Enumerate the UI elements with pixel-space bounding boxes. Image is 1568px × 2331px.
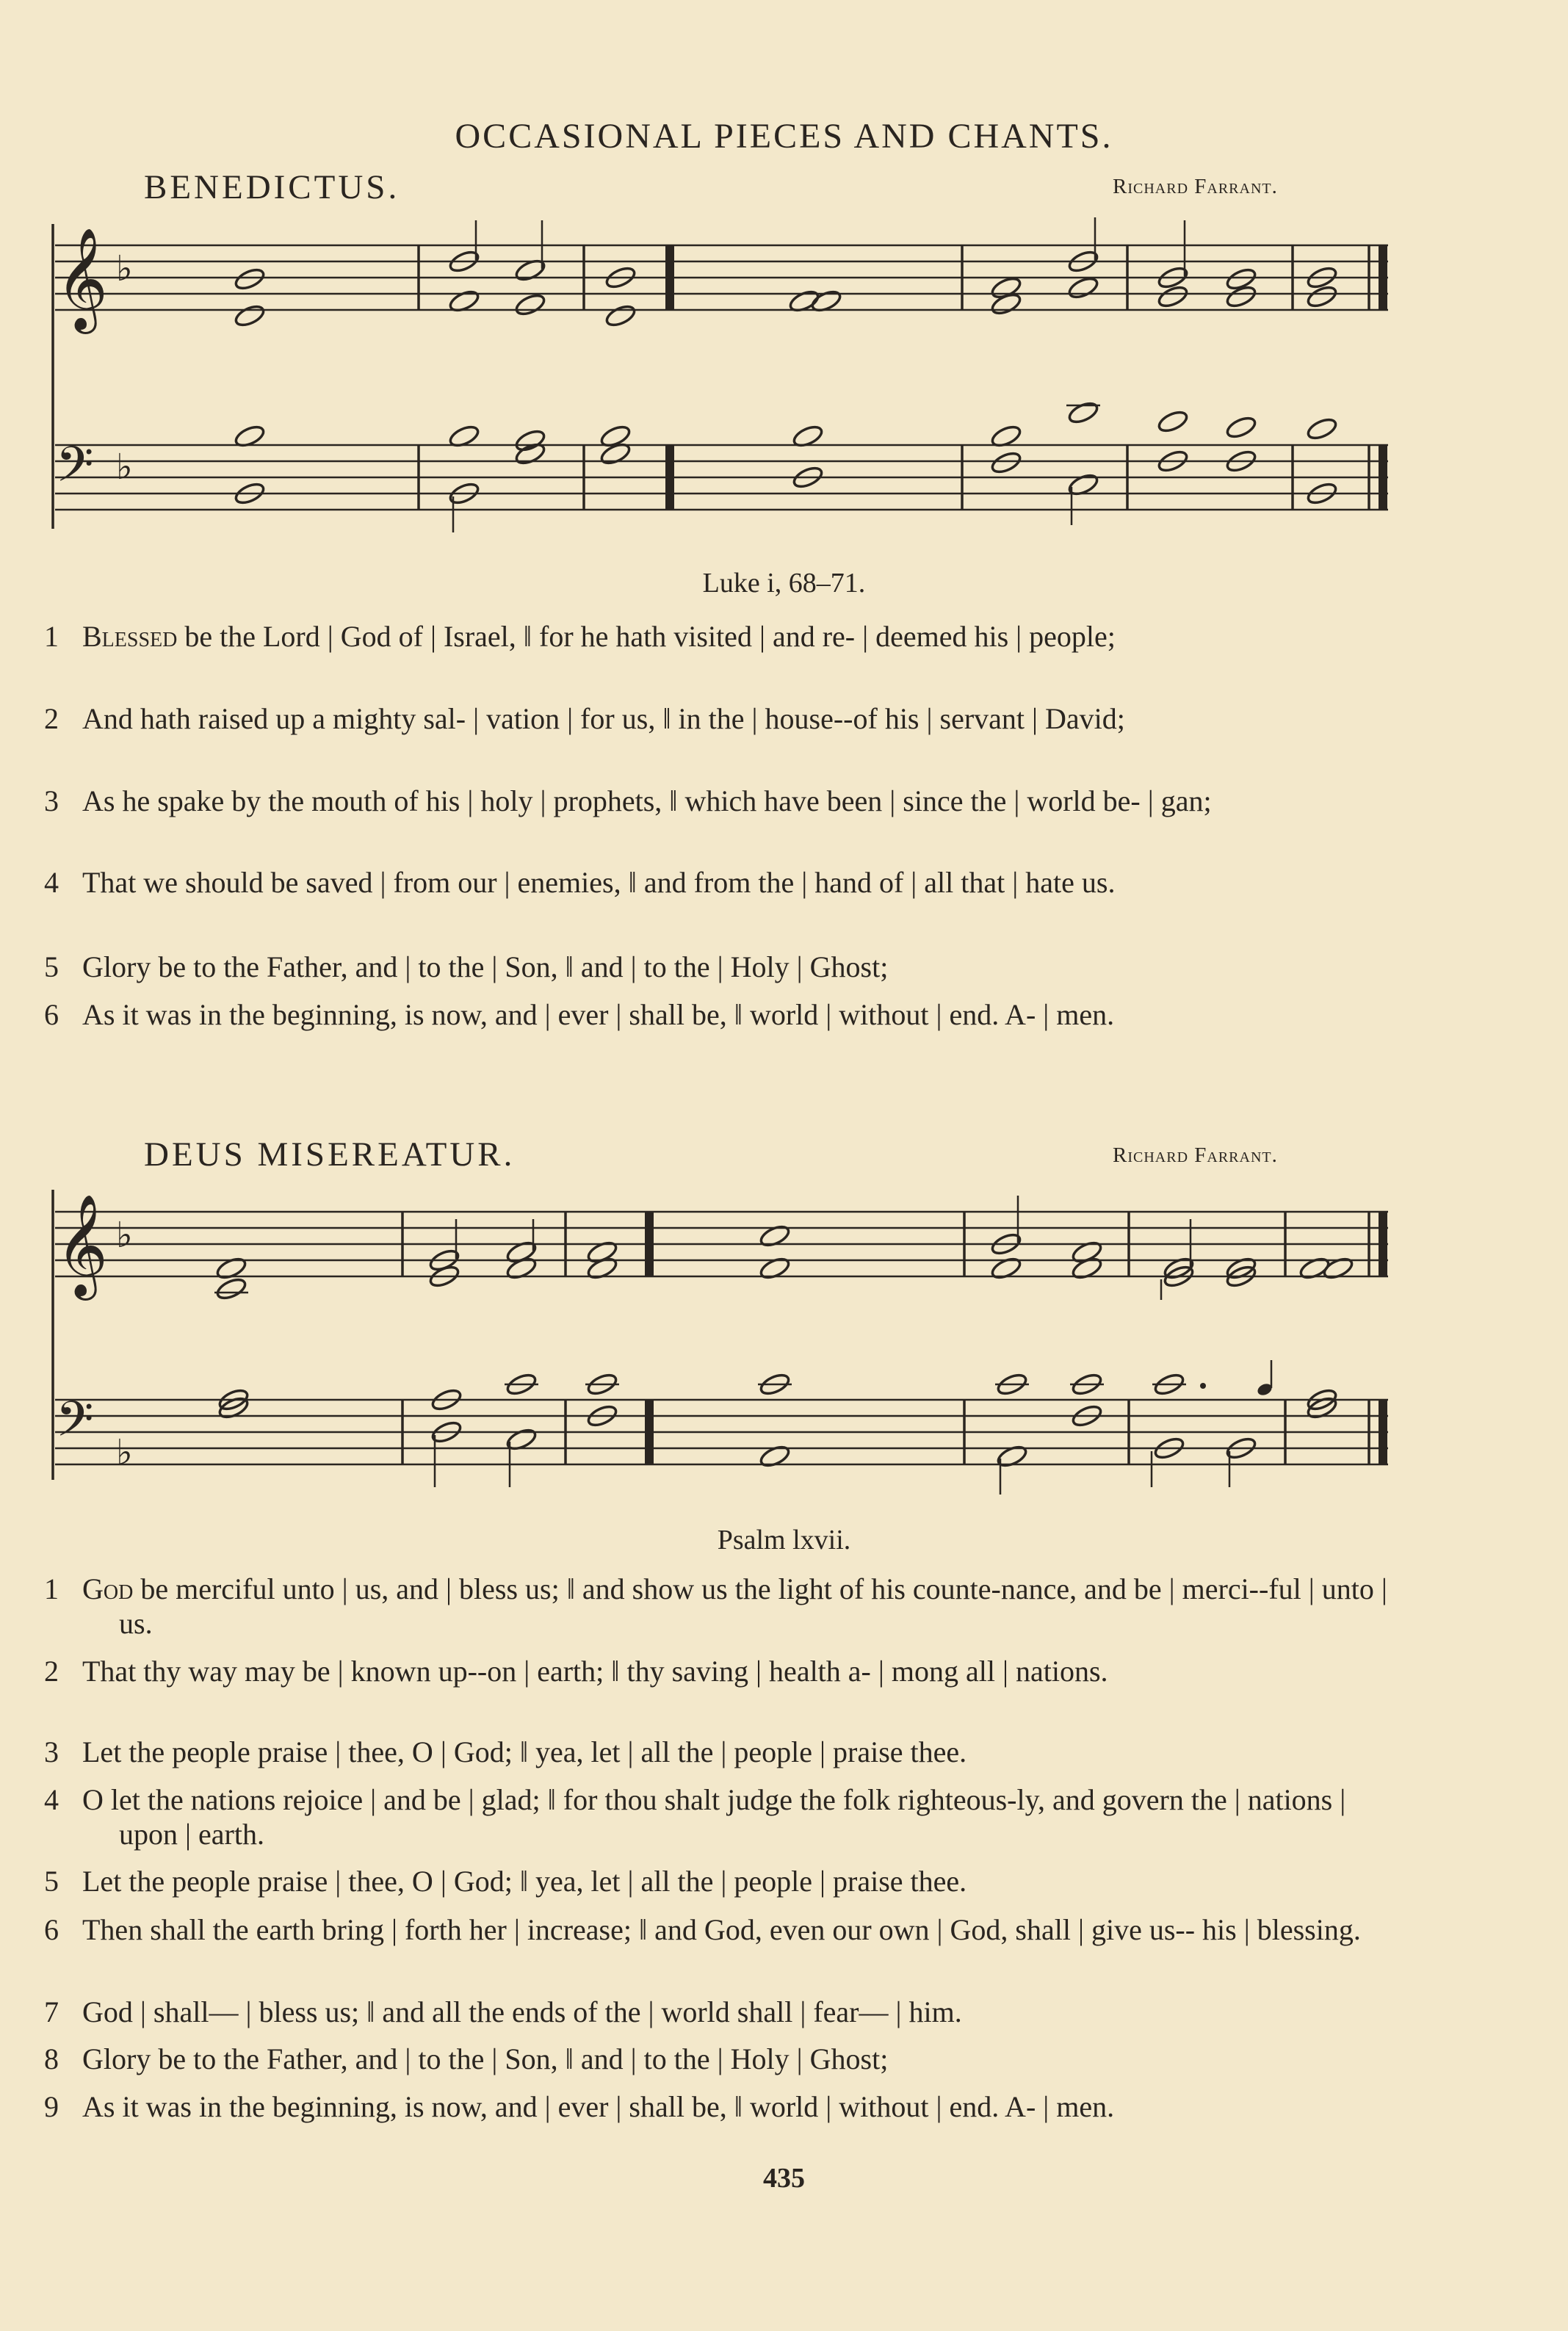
verse-text: be the Lord | God of | Israel, ‖ for he hath visited | and re- | deemed his | people;: [177, 620, 1116, 653]
scripture-source-benedictus: Luke i, 68–71.: [702, 568, 866, 599]
verse-number: 3: [44, 784, 59, 817]
verse-item: [44, 2042, 1410, 2076]
note: [990, 449, 1023, 475]
verse-number: 1: [44, 1572, 59, 1605]
verse-item: [44, 2089, 1410, 2124]
note: [215, 1276, 248, 1301]
verse-text: As it was in the beginning, is now, and | ever | shall be, ‖ world | without | end. A- | men.: [82, 2090, 1115, 2123]
verse-text: As he spake by the mouth of his | holy | prophets, ‖ which have been | since the | world be- | gan;: [82, 784, 1212, 817]
verse-item: [44, 784, 1410, 818]
verse-number: 9: [44, 2090, 59, 2123]
score-deus-misereatur: [0, 1175, 1568, 1506]
note: [1306, 416, 1339, 441]
verse-text: That we should be saved | from our | enemies, ‖ and from the | hand of | all that | hate us.: [82, 866, 1116, 899]
note: [1067, 275, 1100, 300]
bass-staff: [55, 400, 1388, 532]
verse-text: Let the people praise | thee, O | God; ‖ yea, let | all the | people | praise thee.: [82, 1865, 967, 1898]
flat-icon: ♭: [116, 447, 133, 488]
scripture-source-deus-misereatur: Psalm lxvii.: [717, 1525, 851, 1555]
verse-text: be merciful unto | us, and | bless us; ‖ and show us the light of his counte-nance, and be | merci--ful | unto | us.: [119, 1572, 1387, 1640]
flat-icon: ♭: [116, 248, 133, 289]
note: [1067, 400, 1100, 425]
note: [234, 303, 267, 328]
section-header: OCCASIONAL PIECES AND CHANTS.: [455, 117, 1113, 156]
composer-deus-misereatur: Richard Farrant.: [1113, 1143, 1278, 1167]
verse-number: 7: [44, 1995, 59, 2028]
verse-text: Glory be to the Father, and | to the | Son, ‖ and | to the | Holy | Ghost;: [82, 950, 889, 983]
note: [759, 1255, 792, 1281]
note: [759, 1443, 792, 1469]
verse-item: [44, 1864, 1410, 1898]
verse-number: 6: [44, 998, 59, 1031]
treble-clef-icon: 𝄞: [56, 228, 108, 330]
verse-number: 2: [44, 1655, 59, 1688]
verse-number: 4: [44, 866, 59, 899]
note: [604, 303, 637, 328]
verse-text: Let the people praise | thee, O | God; ‖ yea, let | all the | people | praise thee.: [82, 1735, 967, 1768]
treble-clef-icon: 𝄞: [56, 1194, 108, 1296]
verse-first-word: God: [82, 1572, 134, 1605]
composer-benedictus: Richard Farrant.: [1113, 175, 1278, 198]
verse-text: Then shall the earth bring | forth her | increase; ‖ and God, even our own | God, shall | give us-- his | blessing.: [82, 1913, 1361, 1946]
verse-item: [44, 1912, 1410, 1947]
note: [1225, 414, 1258, 440]
page-number: 435: [763, 2163, 805, 2194]
verse-item: [44, 1572, 1410, 1641]
verse-text: That thy way may be | known up--on | earth; ‖ thy saving | health a- | mong all | nations.: [82, 1655, 1108, 1688]
verse-text: And hath raised up a mighty sal- | vation | for us, ‖ in the | house--of his | servant | David;: [82, 702, 1125, 735]
note: [759, 1223, 792, 1248]
note: [215, 1255, 248, 1281]
verse-item: [44, 1735, 1410, 1769]
verse-item: [44, 1782, 1410, 1851]
verse-number: 2: [44, 702, 59, 735]
piece-title-deus-misereatur: DEUS MISEREATUR.: [144, 1135, 516, 1174]
verse-number: 5: [44, 1865, 59, 1898]
verse-first-word: Blessed: [82, 620, 178, 653]
verse-number: 1: [44, 620, 59, 653]
note: [1157, 283, 1190, 309]
verse-item: [44, 701, 1410, 736]
note: [514, 427, 547, 453]
note: [514, 292, 547, 317]
flat-icon: ♭: [116, 1432, 133, 1473]
note: [1157, 408, 1190, 434]
bass-clef-icon: 𝄢: [56, 436, 94, 505]
piece-title-benedictus: BENEDICTUS.: [144, 168, 400, 206]
verse-item: [44, 950, 1410, 984]
bass-clef-icon: 𝄢: [56, 1391, 94, 1459]
score-benedictus: [0, 206, 1568, 543]
verse-item: [44, 865, 1410, 900]
verse-item: [44, 619, 1410, 654]
note: [234, 266, 267, 292]
verse-text: Glory be to the Father, and | to the | Son, ‖ and | to the | Holy | Ghost;: [82, 2042, 889, 2075]
note: [990, 1255, 1023, 1281]
note: [1306, 283, 1339, 309]
verse-text: O let the nations rejoice | and be | glad; ‖ for thou shalt judge the folk righteous-ly, and govern the | nations | upon | earth.: [82, 1783, 1346, 1851]
flat-icon: ♭: [116, 1215, 133, 1256]
verse-text: As it was in the beginning, is now, and | ever | shall be, ‖ world | without | end. A- | men.: [82, 998, 1115, 1031]
treble-staff: [55, 217, 1388, 334]
verse-number: 4: [44, 1783, 59, 1816]
verse-number: 6: [44, 1913, 59, 1946]
verse-item: [44, 1995, 1410, 2029]
verse-item: [44, 1654, 1410, 1688]
verse-text: God | shall— | bless us; ‖ and all the ends of the | world shall | fear— | him.: [82, 1995, 962, 2028]
treble-staff: [55, 1194, 1388, 1302]
bass-staff: [55, 1360, 1388, 1495]
dot: [1200, 1383, 1206, 1389]
verse-number: 8: [44, 2042, 59, 2075]
verse-item: [44, 997, 1410, 1032]
verse-number: 3: [44, 1735, 59, 1768]
verse-number: 5: [44, 950, 59, 983]
